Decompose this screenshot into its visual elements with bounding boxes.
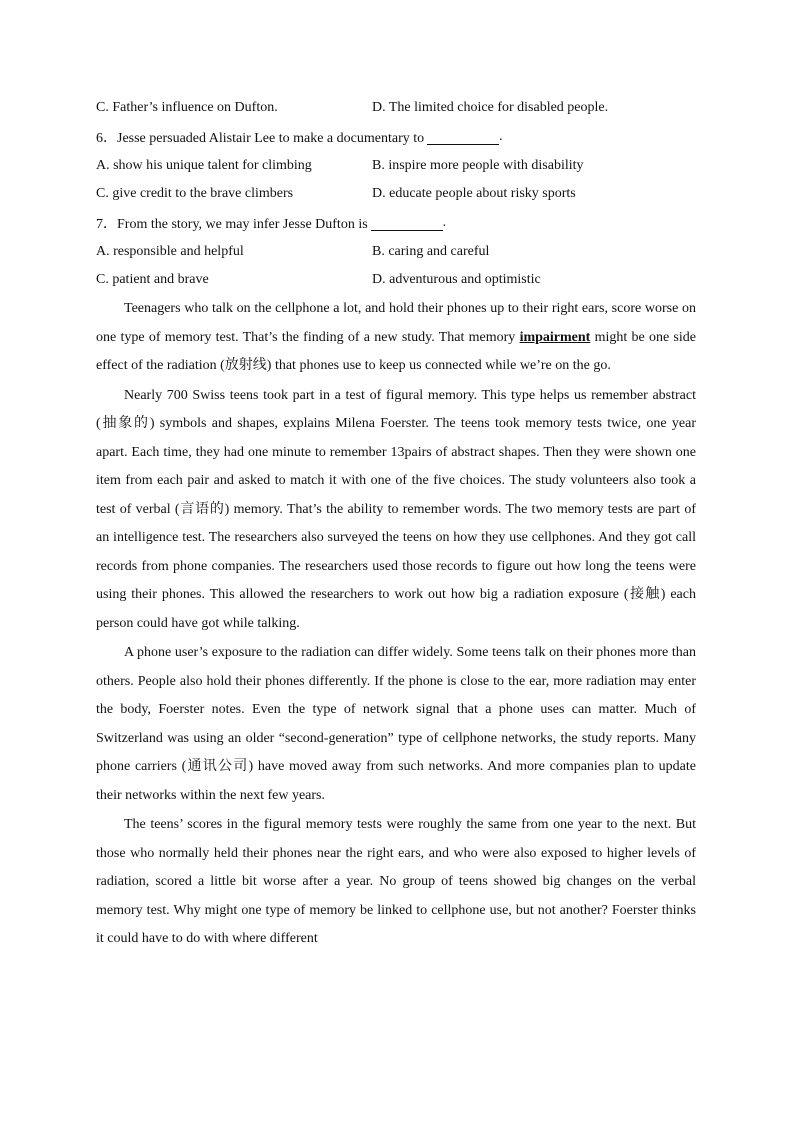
question-end: . (442, 215, 447, 230)
q7-options-ab (96, 238, 696, 266)
answer-blank (427, 130, 499, 145)
option-a: A. responsible and helpful (96, 244, 244, 259)
passage-paragraph-3: A phone user’s exposure to the radiation can differ widely. Some teens talk on their phones more than others. People also hold their phones differently. If the phone is close to the ear, more radiation may enter the body, Foerster notes. Even the type of network signal that a phone uses can matter. Much of Switzerland was using an older “second-generation” type of cellphone networks, the study reports. Many phone carriers (通讯公司) have moved away from such networks. And more companies plan to update their networks within the next few years. (96, 645, 696, 803)
question-6 (96, 122, 696, 152)
paragraph-text: might be one side effect of the radiation (放射线) that phones use to keep us connected while we’re on the go. (96, 329, 696, 373)
answer-blank (371, 216, 443, 231)
option-d: D. adventurous and optimistic (372, 272, 541, 287)
option-d: D. educate people about risky sports (372, 186, 576, 201)
passage-paragraph-4: The teens’ scores in the figural memory tests were roughly the same from one year to the next. But those who normally held their phones near the right ears, and who were also exposed to higher levels of radiation, scored a little bit worse after a year. No group of teens showed big changes on the verbal memory test. Why might one type of memory be linked to cellphone use, but not another? Foerster thinks it could have to do with where different (96, 817, 696, 946)
option-b: B. caring and careful (372, 244, 490, 259)
q6-options-ab (96, 152, 696, 180)
question-7 (96, 208, 696, 238)
q5-options-cd (96, 94, 696, 122)
keyword-impairment: impairment (519, 329, 591, 345)
question-stem: 6．Jesse persuaded Alistair Lee to make a documentary to (96, 131, 425, 146)
option-a: A. show his unique talent for climbing (96, 158, 312, 173)
option-b: B. inspire more people with disability (372, 158, 584, 173)
paragraph-text: Teenagers who talk on the cellphone a lot, and hold their phones up to their right ears, score worse on one type of memory test. That’s the finding of a new study. That memory (96, 301, 696, 345)
passage-paragraph-1 (96, 295, 696, 381)
option-d: D. The limited choice for disabled people. (372, 100, 609, 115)
option-c: C. Father’s influence on Dufton. (96, 100, 278, 115)
option-c: C. patient and brave (96, 272, 209, 287)
q6-options-cd (96, 180, 696, 208)
q7-options-cd (96, 266, 696, 294)
option-c: C. give credit to the brave climbers (96, 186, 294, 201)
passage-paragraph-2: Nearly 700 Swiss teens took part in a test of figural memory. This type helps us remember abstract (抽象的) symbols and shapes, explains Milena Foerster. The teens took memory tests twice, one year apart. Each time, they had one minute to remember 13pairs of abstract shapes. Then they were shown one item from each pair and asked to match it with one of the five choices. The study volunteers also took a test of verbal (言语的) memory. That’s the ability to remember words. The two memory tests are part of an intelligence test. The researchers also surveyed the teens on how they use cellphones. And they got call records from phone companies. The researchers used those records to figure out how long the teens were using their phones. This allowed the researchers to work out how big a radiation exposure (接触) each person could have got while talking. (96, 387, 696, 631)
page-content (96, 94, 696, 954)
question-end: . (499, 129, 503, 144)
question-stem: 7．From the story, we may infer Jesse Dufton is (96, 217, 368, 232)
